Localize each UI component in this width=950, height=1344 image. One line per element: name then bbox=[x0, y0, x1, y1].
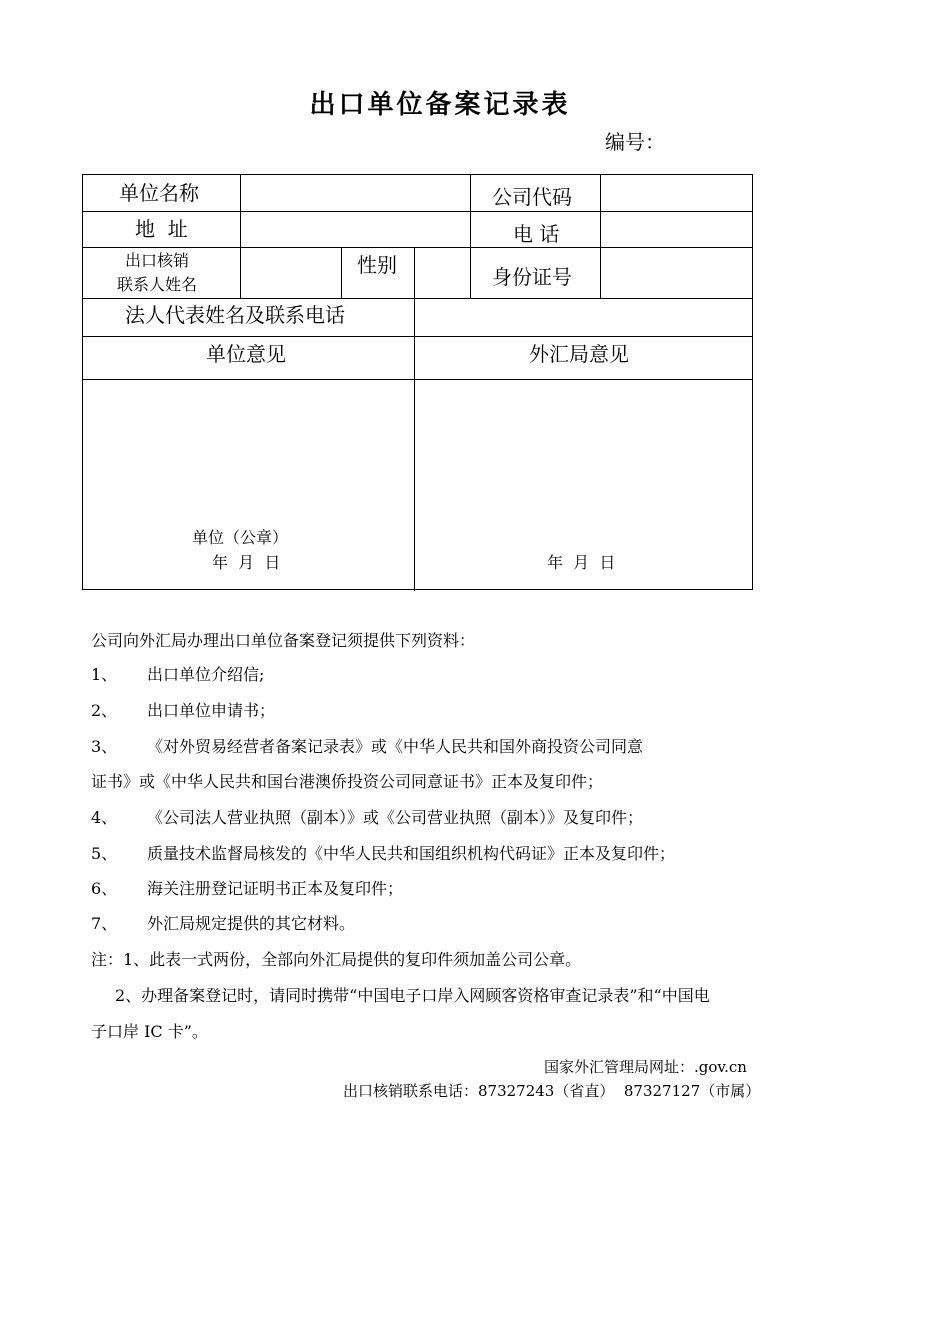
registration-form-table bbox=[82, 174, 753, 590]
note-2-line1: 2、办理备案登记时，请同时携带“中国电子口岸入网顾客资格审查记录表”和“中国电 bbox=[115, 986, 710, 1005]
phone-label: 电 话 bbox=[513, 222, 560, 246]
address-label: 地 址 bbox=[135, 217, 188, 241]
column-divider bbox=[600, 175, 601, 298]
website-line: 国家外汇管理局网址：.gov.cn bbox=[544, 1058, 747, 1076]
item-text: 出口单位申请书； bbox=[147, 701, 276, 720]
contact-label-line2: 联系人姓名 bbox=[117, 275, 198, 294]
item-number: 4、 bbox=[91, 808, 118, 827]
legal-rep-label: 法人代表姓名及联系电话 bbox=[125, 303, 345, 327]
list-item bbox=[91, 841, 675, 864]
item-text: 质量技术监督局核发的《中华人民共和国组织机构代码证》正本及复印件； bbox=[147, 844, 676, 863]
item-number: 3、 bbox=[91, 737, 118, 756]
note-1: 注：1、此表一式两份，全部向外汇局提供的复印件须加盖公司公章。 bbox=[91, 950, 582, 969]
column-divider bbox=[414, 247, 415, 298]
list-item bbox=[91, 662, 264, 685]
list-item bbox=[91, 805, 643, 828]
unit-name-label: 单位名称 bbox=[119, 181, 199, 205]
item-number: 1、 bbox=[91, 665, 118, 684]
row-divider bbox=[83, 211, 752, 212]
requirements-heading: 公司向外汇局办理出口单位备案登记须提供下列资料： bbox=[91, 631, 476, 650]
list-item bbox=[91, 734, 643, 757]
number-label: 编号： bbox=[605, 130, 665, 154]
item-text: 海关注册登记证明书正本及复印件； bbox=[147, 879, 404, 898]
item-text: 证书》或《中华人民共和国台港澳侨投资公司同意证书》正本及复印件； bbox=[91, 772, 604, 791]
item-number: 6、 bbox=[91, 879, 118, 898]
item-number: 5、 bbox=[91, 844, 118, 863]
item-text: 外汇局规定提供的其它材料。 bbox=[147, 914, 356, 933]
gender-label: 性别 bbox=[357, 253, 397, 277]
column-divider bbox=[240, 175, 241, 298]
column-divider bbox=[341, 247, 342, 298]
date-right: 年 月 日 bbox=[547, 553, 616, 572]
unit-opinion-label: 单位意见 bbox=[206, 342, 286, 366]
item-text: 出口单位介绍信; bbox=[147, 665, 265, 684]
forex-opinion-label: 外汇局意见 bbox=[529, 342, 629, 366]
document-title: 出口单位备案记录表 bbox=[309, 90, 571, 120]
note-2-line2: 子口岸 IC 卡”。 bbox=[91, 1022, 208, 1041]
phone-line: 出口核销联系电话：87327243（省直） 87327127（市属） bbox=[343, 1082, 761, 1100]
date-left: 年 月 日 bbox=[212, 553, 281, 572]
item-number: 7、 bbox=[91, 914, 118, 933]
unit-seal-label: 单位（公章） bbox=[192, 528, 289, 547]
item-number: 2、 bbox=[91, 701, 118, 720]
list-item-continuation bbox=[91, 769, 603, 792]
row-divider bbox=[83, 247, 752, 248]
row-divider bbox=[83, 379, 752, 380]
item-text: 《公司法人营业执照（副本）》或《公司营业执照（副本）》及复印件； bbox=[147, 808, 644, 827]
list-item bbox=[91, 911, 355, 934]
row-divider bbox=[83, 336, 752, 337]
column-divider bbox=[470, 175, 471, 298]
list-item bbox=[91, 876, 403, 899]
contact-label-line1: 出口核销 bbox=[125, 251, 190, 270]
item-text: 《对外贸易经营者备案记录表》或《中华人民共和国外商投资公司同意 bbox=[147, 737, 644, 756]
id-number-label: 身份证号 bbox=[492, 265, 572, 289]
list-item bbox=[91, 698, 275, 721]
company-code-label: 公司代码 bbox=[492, 185, 572, 209]
column-divider bbox=[414, 298, 415, 591]
